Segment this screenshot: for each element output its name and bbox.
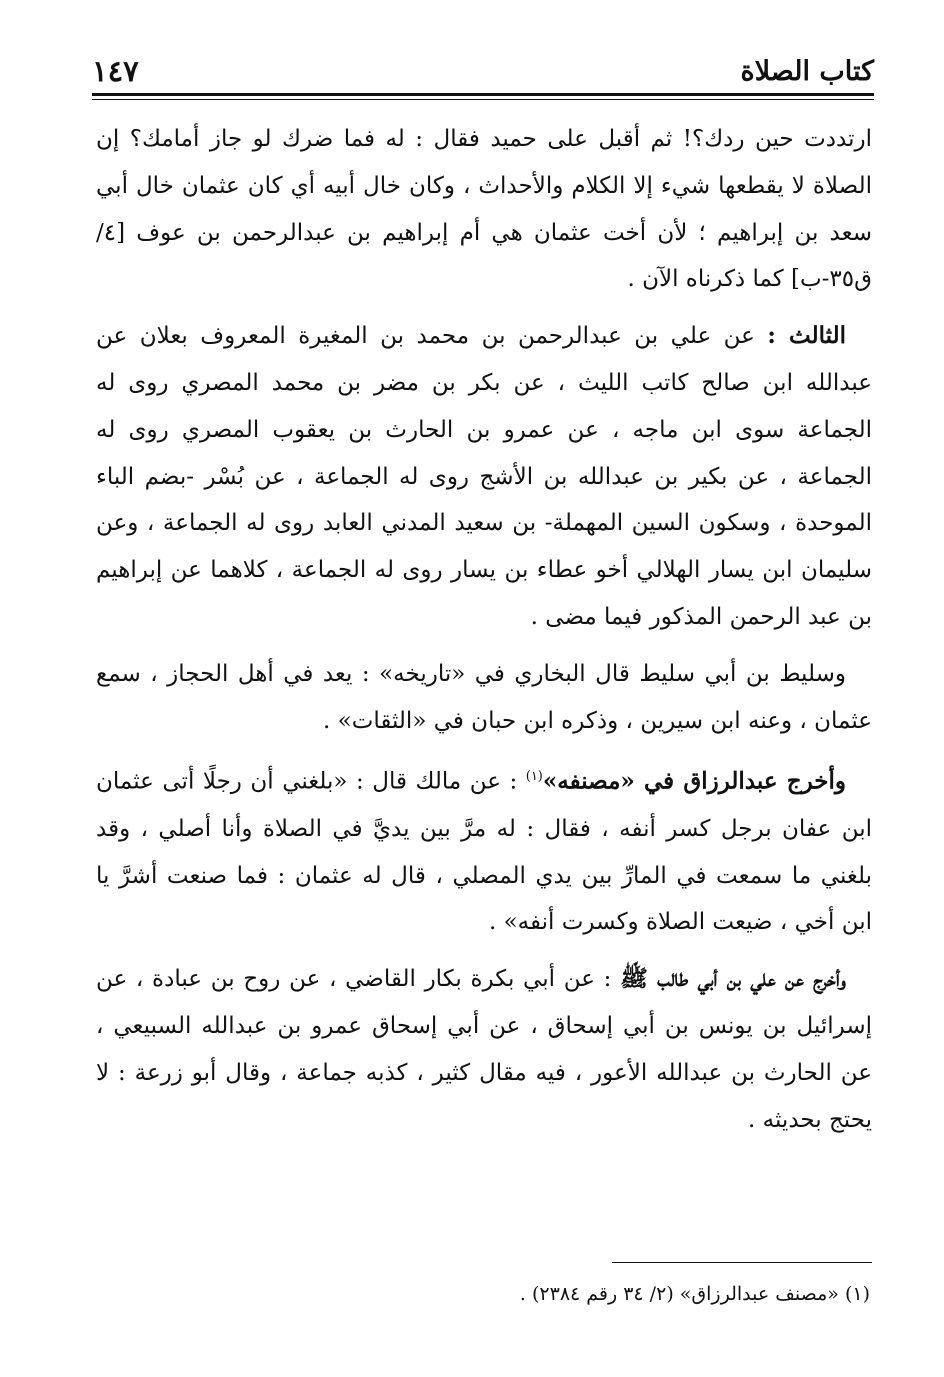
paragraph-4 [96,754,872,946]
paragraph-4-text: : عن مالك قال : «بلغني أن رجلًا أتى عثمان ابن عفان برجل كسر أنفه ، فقال : له مرَّ بين يديَّ في الصلاة وأنا أصلي ، وقد بلغني ما سمعت في المارِّ بين يدي المصلي ، قال له عثمان : فما صنعت أشرَّ يا ابن أخي ، ضيعت الصلاة وكسرت أنفه» . [96,769,872,936]
paragraph-5-lead: وأخرج عن علي بن أبي طالب ﷺ [620,965,846,993]
footnote-rule [612,1262,872,1263]
paragraph-5-text: : عن أبي بكرة بكار القاضي ، عن روح بن عبادة ، عن إسرائيل بن يونس بن أبي إسحاق ، عن أبي إسحاق عمرو بن عبدالله السبيعي ، عن الحارث بن عبدالله الأعور ، فيه مقال كثير ، كذبه جماعة ، وقال أبو زرعة : لا يحتج بحديثه . [96,966,872,1133]
footnote-marker: (١) [525,769,543,785]
paragraph-4-lead: وأخرج عبدالرزاق في «مصنفه» [542,768,847,796]
footnote: (١) «مصنف عبدالرزاق» (٢/ ٣٤ رقم ٢٣٨٤) . [519,1283,870,1305]
paragraph-2-lead: الثالث : [767,322,846,350]
paragraph-3: وسليط بن أبي سليط قال البخاري في «تاريخه» : يعد في أهل الحجاز ، سمع عثمان ، وعنه ابن سيرين ، وذكره ابن حبان في «الثقات» . [96,660,872,734]
page-number: ١٤٧ [92,54,139,88]
page-header [92,52,874,94]
paragraph-1: ارتددت حين ردك؟! ثم أقبل على حميد فقال : له فما ضرك لو جاز أمامك؟ إن الصلاة لا يقطعها شيء إلا الكلام والأحداث ، وكان خال أبيه أي كان عثمان خال أبي سعد بن إبراهيم ؛ لأن أخت عثمان هي أم إبراهيم بن عبدالرحمن بن عوف [٤/ ق٣٥-ب] كما ذكرناه الآن . [96,126,872,293]
paragraph-2-text: عن علي بن عبدالرحمن بن محمد بن المغيرة المعروف بعلان عن عبدالله ابن صالح كاتب الليث ، عن بكر بن مضر بن محمد المصري روى له الجماعة سوى ابن ماجه ، عن عمرو بن الحارث بن يعقوب المصري روى له الجماعة ، عن بكير بن عبدالله بن الأشج روى له الجماعة ، عن بُسْر -بضم الباء الموحدة ، وسكون السين المهملة- بن سعيد المدني العابد روى له الجماعة ، وعن سليمان ابن يسار الهلالي أخو عطاء بن يسار روى له الجماعة ، كلاهما عن إبراهيم بن عبد الرحمن المذكور فيما مضى . [96,323,872,630]
header-rule-thick [92,93,874,96]
running-title: كتاب الصلاة [740,56,874,87]
main-text [96,116,872,1153]
paragraph-5 [96,956,872,1143]
header-rule-thin [92,99,874,100]
paragraph-2 [96,313,872,641]
